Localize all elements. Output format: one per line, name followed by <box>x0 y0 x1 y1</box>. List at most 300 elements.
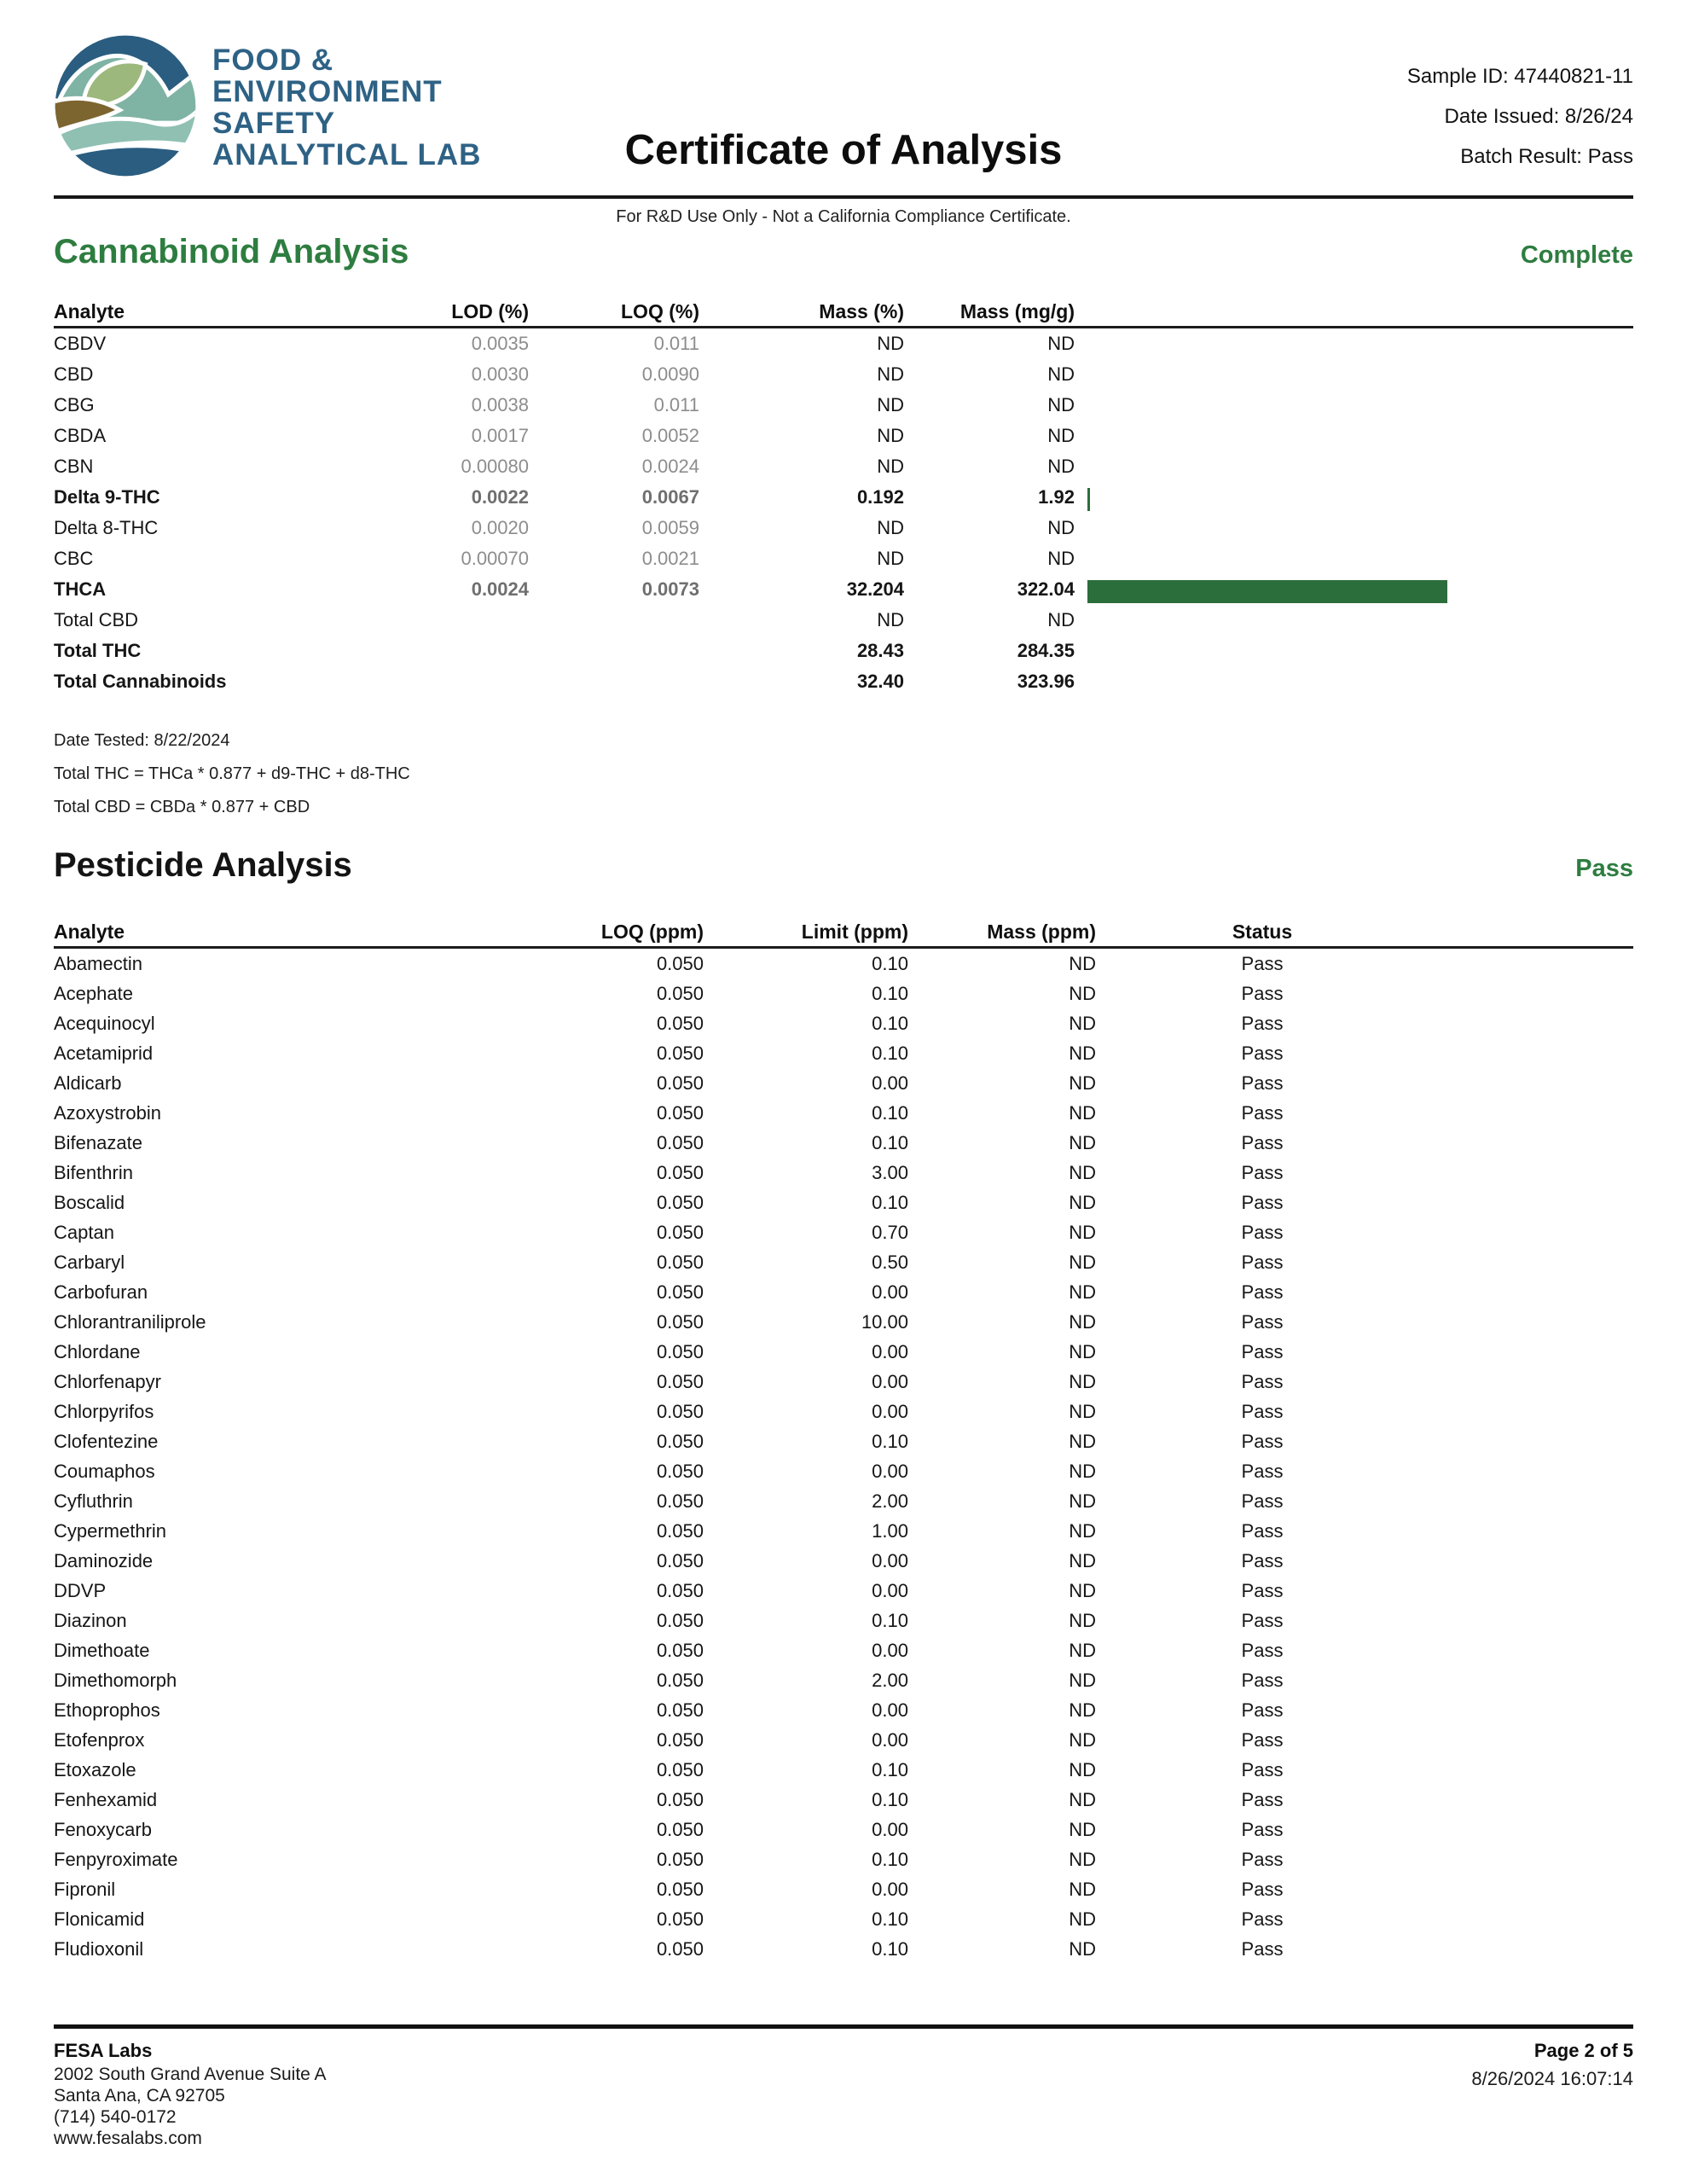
column-header-analyte: Analyte <box>54 297 327 328</box>
mass-value: ND <box>1069 953 1096 974</box>
status-value: Pass <box>1241 1461 1284 1482</box>
limit-value: 0.10 <box>872 1431 908 1452</box>
mass-percent-value: 32.204 <box>846 578 904 600</box>
table-row <box>54 1277 1633 1307</box>
table-row <box>54 666 1633 697</box>
address-line: 2002 South Grand Avenue Suite A <box>54 2065 327 2084</box>
limit-value: 0.10 <box>872 1013 908 1034</box>
cannabinoid-status-badge: Complete <box>1520 241 1633 269</box>
page-info-block <box>1471 2038 1633 2094</box>
mass-value: ND <box>1069 1341 1096 1362</box>
mass-value: ND <box>1069 1789 1096 1810</box>
mass-percent-value: 28.43 <box>856 640 904 661</box>
table-row <box>54 1486 1633 1516</box>
table-row <box>54 1815 1633 1844</box>
status-value: Pass <box>1241 1879 1284 1900</box>
cannabinoid-section-title: Cannabinoid Analysis <box>54 233 409 270</box>
analyte-name: Etofenprox <box>54 1729 145 1751</box>
table-row <box>54 328 1633 360</box>
analyte-name: Captan <box>54 1222 114 1243</box>
limit-value: 0.00 <box>872 1401 908 1422</box>
analyte-name: Fludioxonil <box>54 1938 144 1960</box>
column-header-mass-mgg: Mass (mg/g) <box>904 297 1075 328</box>
lod-value: 0.0024 <box>471 578 529 600</box>
mass-percent-value: ND <box>877 517 904 538</box>
analyte-name: CBC <box>54 548 94 569</box>
table-row <box>54 1785 1633 1815</box>
analyte-name: Chlorpyrifos <box>54 1401 154 1422</box>
logo-line: ENVIRONMENT <box>212 75 443 108</box>
loq-value: 0.050 <box>656 1490 704 1512</box>
limit-value: 0.10 <box>872 1192 908 1213</box>
loq-value: 0.050 <box>656 1371 704 1392</box>
status-value: Pass <box>1241 1252 1284 1273</box>
loq-value <box>529 605 699 636</box>
analyte-name: Aldicarb <box>54 1072 122 1094</box>
status-value: Pass <box>1241 1699 1284 1721</box>
loq-value: 0.050 <box>656 1789 704 1810</box>
table-row <box>54 513 1633 543</box>
mass-value: ND <box>1069 1252 1096 1273</box>
status-value: Pass <box>1241 1490 1284 1512</box>
analyte-name: Delta 8-THC <box>54 517 159 538</box>
loq-value: 0.0059 <box>641 517 699 538</box>
analyte-name: Fenhexamid <box>54 1789 158 1810</box>
table-row <box>54 1546 1633 1576</box>
analyte-name: Chlorfenapyr <box>54 1371 161 1392</box>
limit-value: 0.00 <box>872 1281 908 1303</box>
status-value: Pass <box>1241 1610 1284 1631</box>
analyte-name: Cypermethrin <box>54 1520 167 1542</box>
table-row <box>54 543 1633 574</box>
lod-value: 0.0020 <box>471 517 529 538</box>
mass-mgg-value: 323.96 <box>1017 671 1075 692</box>
loq-value: 0.050 <box>656 1102 704 1124</box>
loq-value: 0.0090 <box>641 363 699 385</box>
table-row <box>54 1038 1633 1068</box>
mass-value: ND <box>1069 1311 1096 1333</box>
mass-bar-cell <box>1075 636 1633 666</box>
mass-value: ND <box>1069 1401 1096 1422</box>
analyte-name: Abamectin <box>54 953 142 974</box>
limit-value: 0.10 <box>872 953 908 974</box>
loq-value: 0.050 <box>656 1132 704 1153</box>
column-header-limit: Limit (ppm) <box>704 917 908 948</box>
limit-value: 0.10 <box>872 983 908 1004</box>
loq-value: 0.050 <box>656 1729 704 1751</box>
loq-value: 0.050 <box>656 1759 704 1780</box>
mass-bar-cell <box>1075 605 1633 636</box>
lod-value: 0.0022 <box>471 486 529 508</box>
mass-value: ND <box>1069 1013 1096 1034</box>
mass-mgg-value: ND <box>1047 363 1075 385</box>
analyte-name: Dimethoate <box>54 1640 150 1661</box>
status-value: Pass <box>1241 953 1284 974</box>
loq-value: 0.050 <box>656 953 704 974</box>
limit-value: 10.00 <box>861 1311 908 1333</box>
status-value: Pass <box>1241 1670 1284 1691</box>
table-row <box>54 1606 1633 1635</box>
table-row <box>54 1755 1633 1785</box>
mass-bar-cell <box>1075 359 1633 390</box>
loq-value: 0.050 <box>656 1520 704 1542</box>
mass-mgg-value: ND <box>1047 333 1075 354</box>
mass-bar <box>1087 488 1090 511</box>
phone-number: (714) 540-0172 <box>54 2107 177 2127</box>
mass-mgg-value: 284.35 <box>1017 640 1075 661</box>
mass-bar-cell <box>1075 666 1633 697</box>
loq-value: 0.050 <box>656 983 704 1004</box>
analyte-name: Total THC <box>54 640 142 661</box>
status-value: Pass <box>1241 1849 1284 1870</box>
table-row <box>54 1456 1633 1486</box>
mass-mgg-value: 1.92 <box>1038 486 1075 508</box>
analyte-name: Diazinon <box>54 1610 127 1631</box>
mass-mgg-value: ND <box>1047 548 1075 569</box>
column-header-spacer <box>1429 917 1633 948</box>
mass-bar-cell <box>1075 328 1633 360</box>
pesticide-table-header <box>54 917 1633 948</box>
analyte-name: Etoxazole <box>54 1759 136 1780</box>
limit-value: 0.70 <box>872 1222 908 1243</box>
mass-mgg-value: 322.04 <box>1017 578 1075 600</box>
loq-value: 0.050 <box>656 1281 704 1303</box>
cannabinoid-table-header <box>54 297 1633 328</box>
lab-logo-wordmark <box>212 44 481 171</box>
loq-value: 0.050 <box>656 1610 704 1631</box>
mass-bar-cell <box>1075 543 1633 574</box>
status-value: Pass <box>1241 1640 1284 1661</box>
loq-value: 0.050 <box>656 1461 704 1482</box>
analyte-name: Carbaryl <box>54 1252 125 1273</box>
table-row <box>54 1217 1633 1247</box>
loq-value: 0.050 <box>656 1431 704 1452</box>
table-row <box>54 636 1633 666</box>
limit-value: 0.00 <box>872 1729 908 1751</box>
mass-value: ND <box>1069 1132 1096 1153</box>
column-header-status: Status <box>1096 917 1429 948</box>
mass-value: ND <box>1069 983 1096 1004</box>
limit-value: 0.00 <box>872 1699 908 1721</box>
mass-percent-value: ND <box>877 363 904 385</box>
loq-value: 0.050 <box>656 1819 704 1840</box>
status-value: Pass <box>1241 1102 1284 1124</box>
loq-value: 0.011 <box>653 333 699 354</box>
analyte-name: Ethoprophos <box>54 1699 160 1721</box>
mass-value: ND <box>1069 1431 1096 1452</box>
mass-value: ND <box>1069 1819 1096 1840</box>
analyte-name: CBDV <box>54 333 107 354</box>
mass-percent-value: 0.192 <box>856 486 904 508</box>
lab-name: FESA Labs <box>54 2040 153 2061</box>
status-value: Pass <box>1241 1580 1284 1601</box>
mass-percent-value: 32.40 <box>856 671 904 692</box>
limit-value: 0.00 <box>872 1580 908 1601</box>
date-tested-note: Date Tested: 8/22/2024 <box>54 731 230 750</box>
table-row <box>54 1665 1633 1695</box>
table-row <box>54 1307 1633 1337</box>
table-row <box>54 1576 1633 1606</box>
lab-logo <box>54 34 481 182</box>
column-header-bar-spacer <box>1075 297 1633 328</box>
loq-value: 0.050 <box>656 1222 704 1243</box>
table-row <box>54 1426 1633 1456</box>
lod-value <box>327 666 529 697</box>
analyte-name: Boscalid <box>54 1192 125 1213</box>
status-value: Pass <box>1241 1401 1284 1422</box>
mass-value: ND <box>1069 1759 1096 1780</box>
table-row <box>54 1158 1633 1188</box>
mass-value: ND <box>1069 1550 1096 1571</box>
loq-value: 0.050 <box>656 1580 704 1601</box>
table-row <box>54 451 1633 482</box>
mass-mgg-value: ND <box>1047 517 1075 538</box>
column-header-analyte: Analyte <box>54 917 429 948</box>
analyte-name: CBG <box>54 394 95 415</box>
analyte-name: Fenpyroximate <box>54 1849 178 1870</box>
analyte-name: Bifenazate <box>54 1132 142 1153</box>
logo-line: ANALYTICAL LAB <box>212 138 482 171</box>
table-row <box>54 1098 1633 1128</box>
analyte-name: Fenoxycarb <box>54 1819 152 1840</box>
table-row <box>54 359 1633 390</box>
limit-value: 0.10 <box>872 1908 908 1930</box>
table-row <box>54 979 1633 1008</box>
loq-value: 0.050 <box>656 1013 704 1034</box>
analyte-name: CBDA <box>54 425 107 446</box>
loq-value: 0.050 <box>656 1908 704 1930</box>
mass-percent-value: ND <box>877 333 904 354</box>
loq-value <box>529 636 699 666</box>
sample-id: Sample ID: 47440821-11 <box>1406 65 1633 88</box>
table-row <box>54 1008 1633 1038</box>
mass-value: ND <box>1069 1043 1096 1064</box>
print-timestamp: 8/26/2024 16:07:14 <box>1471 2068 1633 2089</box>
limit-value: 0.00 <box>872 1341 908 1362</box>
status-value: Pass <box>1241 1729 1284 1751</box>
limit-value: 3.00 <box>872 1162 908 1183</box>
table-row <box>54 390 1633 421</box>
analyte-name: Bifenthrin <box>54 1162 133 1183</box>
loq-value: 0.050 <box>656 1072 704 1094</box>
mass-bar-cell <box>1075 421 1633 451</box>
status-value: Pass <box>1241 1938 1284 1960</box>
limit-value: 0.00 <box>872 1550 908 1571</box>
loq-value: 0.050 <box>656 1640 704 1661</box>
lod-value: 0.0030 <box>471 363 529 385</box>
column-header-lod: LOD (%) <box>327 297 529 328</box>
analyte-name: Clofentezine <box>54 1431 159 1452</box>
status-value: Pass <box>1241 1222 1284 1243</box>
status-value: Pass <box>1241 1789 1284 1810</box>
loq-value: 0.0021 <box>641 548 699 569</box>
loq-value: 0.050 <box>656 1192 704 1213</box>
loq-value: 0.0073 <box>641 578 699 600</box>
analyte-name: THCA <box>54 578 107 600</box>
status-value: Pass <box>1241 1908 1284 1930</box>
website-url: www.fesalabs.com <box>54 2129 202 2148</box>
mass-bar-cell <box>1075 513 1633 543</box>
limit-value: 0.10 <box>872 1132 908 1153</box>
column-header-loq: LOQ (ppm) <box>429 917 704 948</box>
limit-value: 0.10 <box>872 1043 908 1064</box>
limit-value: 0.00 <box>872 1371 908 1392</box>
status-value: Pass <box>1241 1192 1284 1213</box>
loq-value <box>529 666 699 697</box>
pesticide-section-title: Pesticide Analysis <box>54 846 352 884</box>
table-row <box>54 948 1633 979</box>
lab-logo-icon <box>54 34 197 182</box>
mass-value: ND <box>1069 1640 1096 1661</box>
page-number: Page 2 of 5 <box>1533 2040 1633 2061</box>
table-row <box>54 1337 1633 1367</box>
status-value: Pass <box>1241 1072 1284 1094</box>
mass-value: ND <box>1069 1670 1096 1691</box>
mass-bar <box>1087 580 1447 603</box>
limit-value: 0.50 <box>872 1252 908 1273</box>
analyte-name: Fipronil <box>54 1879 116 1900</box>
loq-value: 0.011 <box>653 394 699 415</box>
analyte-name: CBN <box>54 456 94 477</box>
loq-value: 0.0024 <box>641 456 699 477</box>
analyte-name: Total Cannabinoids <box>54 671 227 692</box>
analyte-name: Daminozide <box>54 1550 154 1571</box>
lod-value: 0.0017 <box>471 425 529 446</box>
limit-value: 0.00 <box>872 1819 908 1840</box>
analyte-name: Delta 9-THC <box>54 486 160 508</box>
table-row <box>54 1516 1633 1546</box>
limit-value: 0.00 <box>872 1879 908 1900</box>
loq-value: 0.050 <box>656 1311 704 1333</box>
status-value: Pass <box>1241 1311 1284 1333</box>
limit-value: 0.00 <box>872 1461 908 1482</box>
header <box>54 0 1633 199</box>
loq-value: 0.050 <box>656 1401 704 1422</box>
date-issued: Date Issued: 8/26/24 <box>1444 105 1633 128</box>
cannabinoid-notes <box>54 729 1633 818</box>
analyte-name: CBD <box>54 363 94 385</box>
footer <box>54 2024 1633 2149</box>
loq-value: 0.050 <box>656 1341 704 1362</box>
table-row <box>54 1247 1633 1277</box>
status-value: Pass <box>1241 983 1284 1004</box>
analyte-name: Cyfluthrin <box>54 1490 133 1512</box>
mass-mgg-value: ND <box>1047 425 1075 446</box>
status-value: Pass <box>1241 1371 1284 1392</box>
table-row <box>54 1725 1633 1755</box>
pesticide-status-badge: Pass <box>1575 855 1633 882</box>
mass-value: ND <box>1069 1102 1096 1124</box>
page-title: Certificate of Analysis <box>624 127 1063 173</box>
mass-percent-value: ND <box>877 609 904 630</box>
lod-value: 0.00070 <box>461 548 529 569</box>
mass-bar-cell <box>1075 390 1633 421</box>
logo-line: SAFETY <box>212 107 336 140</box>
batch-result: Batch Result: Pass <box>1460 145 1633 168</box>
column-header-mass: Mass (ppm) <box>908 917 1096 948</box>
mass-value: ND <box>1069 1879 1096 1900</box>
mass-value: ND <box>1069 1908 1096 1930</box>
analyte-name: DDVP <box>54 1580 107 1601</box>
mass-bar-cell <box>1075 574 1633 605</box>
table-row <box>54 1874 1633 1904</box>
lod-value: 0.00080 <box>461 456 529 477</box>
status-value: Pass <box>1241 1043 1284 1064</box>
lab-contact-block <box>54 2038 1633 2149</box>
status-value: Pass <box>1241 1281 1284 1303</box>
table-row <box>54 1695 1633 1725</box>
loq-value: 0.050 <box>656 1699 704 1721</box>
loq-value: 0.050 <box>656 1550 704 1571</box>
limit-value: 0.10 <box>872 1102 908 1124</box>
limit-value: 0.10 <box>872 1938 908 1960</box>
mass-value: ND <box>1069 1729 1096 1751</box>
lod-value: 0.0038 <box>471 394 529 415</box>
limit-value: 0.00 <box>872 1072 908 1094</box>
mass-mgg-value: ND <box>1047 609 1075 630</box>
mass-value: ND <box>1069 1580 1096 1601</box>
mass-value: ND <box>1069 1192 1096 1213</box>
analyte-name: Chlorantraniliprole <box>54 1311 206 1333</box>
analyte-name: Chlordane <box>54 1341 141 1362</box>
table-row <box>54 574 1633 605</box>
cannabinoid-table <box>54 297 1633 697</box>
limit-value: 0.10 <box>872 1759 908 1780</box>
mass-percent-value: ND <box>877 425 904 446</box>
total-thc-formula-note: Total THC = THCa * 0.877 + d9-THC + d8-THC <box>54 764 410 783</box>
table-row <box>54 482 1633 513</box>
mass-mgg-value: ND <box>1047 394 1075 415</box>
limit-value: 1.00 <box>872 1520 908 1542</box>
table-row <box>54 1635 1633 1665</box>
mass-bar-cell <box>1075 451 1633 482</box>
cannabinoid-section-header <box>54 232 1633 271</box>
analyte-name: Azoxystrobin <box>54 1102 161 1124</box>
status-value: Pass <box>1241 1431 1284 1452</box>
column-header-loq: LOQ (%) <box>529 297 699 328</box>
status-value: Pass <box>1241 1759 1284 1780</box>
lod-value <box>327 636 529 666</box>
analyte-name: Acetamiprid <box>54 1043 154 1064</box>
analyte-name: Carbofuran <box>54 1281 148 1303</box>
status-value: Pass <box>1241 1550 1284 1571</box>
table-row <box>54 1934 1633 1964</box>
limit-value: 0.10 <box>872 1610 908 1631</box>
disclaimer-text: For R&D Use Only - Not a California Compliance Certificate. <box>616 207 1071 226</box>
loq-value: 0.050 <box>656 1252 704 1273</box>
status-value: Pass <box>1241 1341 1284 1362</box>
loq-value: 0.050 <box>656 1938 704 1960</box>
pesticide-table <box>54 917 1633 1964</box>
mass-bar-cell <box>1075 482 1633 513</box>
table-row <box>54 1367 1633 1397</box>
mass-percent-value: ND <box>877 394 904 415</box>
loq-value: 0.050 <box>656 1670 704 1691</box>
loq-value: 0.050 <box>656 1162 704 1183</box>
status-value: Pass <box>1241 1520 1284 1542</box>
table-row <box>54 1904 1633 1934</box>
mass-value: ND <box>1069 1699 1096 1721</box>
limit-value: 0.10 <box>872 1849 908 1870</box>
loq-value: 0.0067 <box>641 486 699 508</box>
analyte-name: Flonicamid <box>54 1908 145 1930</box>
pesticide-section-header <box>54 844 1633 886</box>
loq-value: 0.050 <box>656 1849 704 1870</box>
mass-value: ND <box>1069 1610 1096 1631</box>
analyte-name: Coumaphos <box>54 1461 155 1482</box>
limit-value: 0.10 <box>872 1789 908 1810</box>
loq-value: 0.050 <box>656 1879 704 1900</box>
